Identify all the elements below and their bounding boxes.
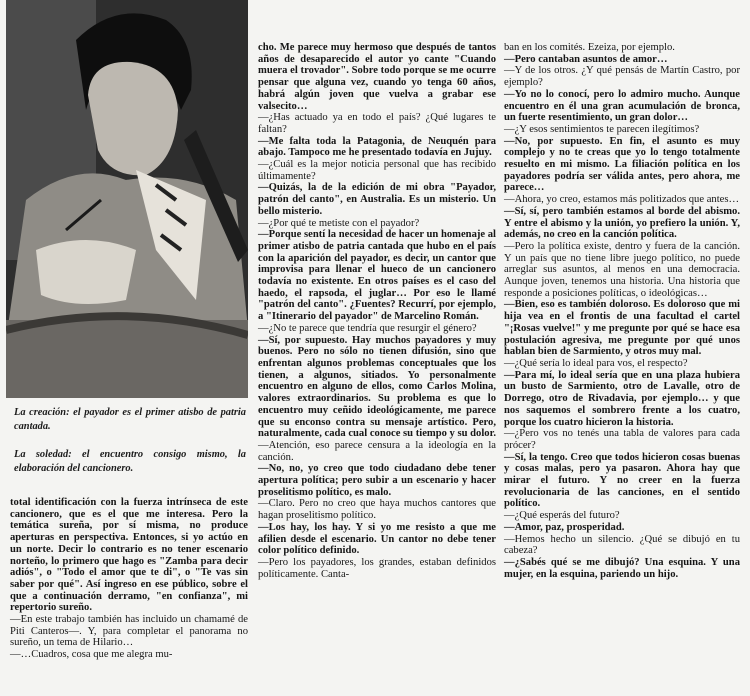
paragraph: —Me falta toda la Patagonia, de Neuquén para abajo. Tampoco me he presentado todavía en Jujuy. [258, 135, 496, 159]
paragraph: —¿Sabés qué se me dibujó? Una esquina. Y una mujer, en la esquina, pariendo un hijo. [504, 556, 740, 580]
paragraph: —Pero la política existe, dentro y fuera de la canción. Y un país que no tiene libre juego político, no puede arreglar sus asuntos, al menos en una democracia. Aunque joven, tenemos una historia. Una historia que responde a posiciones políticas, o ideológicas… [504, 240, 740, 299]
paragraph: —Para mí, lo ideal sería que en una plaza hubiera un busto de Sarmiento, otro de Lavalle, otro de Dorrego, otro de Rivadavia, por ejemplo… y que nos saquemos el sombrero frente a los cuatro, porque los cuatro hicieron la historia. [504, 369, 740, 428]
paragraph: —Sí, sí, pero también estamos al borde del abismo. Y entre el abismo y la unión, yo prefiero la unión. Y, además, no creo en la canción política. [504, 205, 740, 241]
paragraph: —¿Has actuado ya en todo el país? ¿Qué lugares te faltan? [258, 112, 496, 135]
paragraph: —No, por supuesto. En fin, el asunto es muy complejo y no te creas que yo lo tengo totalmente resuelto en mi mismo. La filiación política en los payadores podría ser válida antes, pero ahora, me parece… [504, 135, 740, 194]
paragraph: —Ahora, yo creo, estamos más politizados que antes… [504, 194, 740, 206]
paragraph: —Pero cantaban asuntos de amor… [504, 53, 668, 65]
paragraph: —Atención, eso parece censura a la ideología en la canción. [258, 439, 496, 463]
paragraph: —¿Y esos sentimientos te parecen ilegítimos? [504, 123, 700, 135]
paragraph: —En este trabajo también has incluido un chamamé de Piti Canteros—. Y, para completar el panorama no sureño, un tema de Hilario… [10, 614, 248, 649]
paragraph: —Y de los otros. ¿Y qué pensás de Martín Castro, por ejemplo? [504, 65, 740, 89]
article-column-3 [504, 42, 740, 580]
paragraph: —¿Cuál es la mejor noticia personal que has recibido últimamente? [258, 159, 496, 182]
paragraph: —No, no, yo creo que todo ciudadano debe tener apertura política; pero subir a un escenario y hacer proselitismo político, es malo. [258, 463, 496, 498]
paragraph: —…Cuadros, cosa que me alegra mu- [10, 649, 173, 661]
photo-caption-creacion: La creación: el payador es el primer atisbo de patria cantada. [14, 407, 246, 432]
paragraph: —Los hay, los hay. Y si yo me resisto a que me afilien desde el escenario. Un cantor no debe tener color político definido. [258, 521, 496, 557]
paragraph: total identificación con la fuerza intrínseca de este cancionero, que es el que me interesa. Pero la temática sureña, por sí misma, no produce aperturas en perspectiva. Entonces, si yo actúo en un norte. Decir lo contrario es no tener escenario norteño, lo primero que hago es "Zamba para decir adiós", o "Todo el amor que te di", o "Te vas sin saber por qué". Así ingreso en ese público, sobre el que a continuación derramo, "en confianza", mi repertorio sureño. [10, 497, 248, 614]
paragraph: —¿Pero vos no tenés una tabla de valores para cada prócer? [504, 428, 740, 451]
article-column-2 [258, 42, 496, 580]
paragraph: —Amor, paz, prosperidad. [504, 521, 625, 533]
paragraph: —Pero los payadores, los grandes, estaban definidos políticamente. Canta- [258, 556, 496, 580]
paragraph: —Porque sentí la necesidad de hacer un homenaje al primer atisbo de patria cantada que hubo en el país con la aparición del payador, es decir, un cantor que improvisa para llenar el hueco de un cancionero todavía no existente. En otros países es el caso del haedo, el rapsoda, el juglar… Por eso le llamé "patrón del canto". ¿Fuentes? Recurrí, por ejemplo, a "Itinerario del payador" de Marcelino Román. [258, 229, 496, 323]
paragraph: —¿Qué sería lo ideal para vos, el respecto? [504, 357, 688, 369]
paragraph: —¿No te parece que tendría que resurgir el género? [258, 322, 477, 334]
paragraph: ban en los comités. Ezeiza, por ejemplo. [504, 42, 675, 53]
paragraph: —Bien, eso es también doloroso. Es doloroso que mi hija vea en el frontis de una facultad el cartel "¡Rosas vuelve!" y me pregunte por qué se hace esa postulación agresiva, me pregunte por qué unos hablan bien de Sarmiento, y otros muy mal. [504, 299, 740, 358]
paragraph: —Yo no lo conocí, pero lo admiro mucho. Aunque encuentro en él una gran acumulación de bronca, un fuerte resentimiento, un gran dolor… [504, 88, 740, 124]
photo-caption-soledad: La soledad: el encuentro consigo mismo, la elaboración del cancionero. [14, 449, 246, 474]
paragraph: —¿Por qué te metiste con el payador? [258, 217, 420, 229]
paragraph: —¿Qué esperás del futuro? [504, 510, 620, 522]
paragraph: cho. Me parece muy hermoso que después de tantos años de desaparecido el autor yo cante "Cuando muera el trovador". Sobre todo porque se me ocurre pensar que alguna vez, cuando yo tenga 60 años, habrá algún joven que vuelva a grabar ese valsecito… [258, 42, 496, 112]
article-column-1 [10, 497, 248, 661]
paragraph: —Quizás, la de la edición de mi obra "Payador, patrón del canto", en Australia. Es un misterio. Un bello misterio. [258, 182, 496, 217]
paragraph: —Sí, por supuesto. Hay muchos payadores y muy buenos. Pero no sólo no tienen difusión, sino que enfrentan algunos problemas conceptuales que los tienen, a algunos, sitiados. Yo personalmente encuentro en alguno de ellos, como Carlos Molina, valores extraordinarios. Su problema es que lo encuentro muy ceñido ideológicamente, me parece que su enconso contra su mensaje artístico. Pero, naturalmente, cada cual conoce su tiempo y su dolor. [258, 334, 496, 440]
paragraph: —Hemos hecho un silencio. ¿Qué se dibujó en tu cabeza? [504, 533, 740, 557]
paragraph: —Sí, la tengo. Creo que todos hicieron cosas buenas y cosas malas, pero ya pasaron. Ahora hay que mirar el futuro. Y no creer en la fuerza revolucionaria de las canciones, en el sentido político. [504, 451, 740, 510]
paragraph: —Claro. Pero no creo que haya muchos cantores que hagan proselitismo político. [258, 498, 496, 522]
payador-photo [6, 0, 248, 398]
